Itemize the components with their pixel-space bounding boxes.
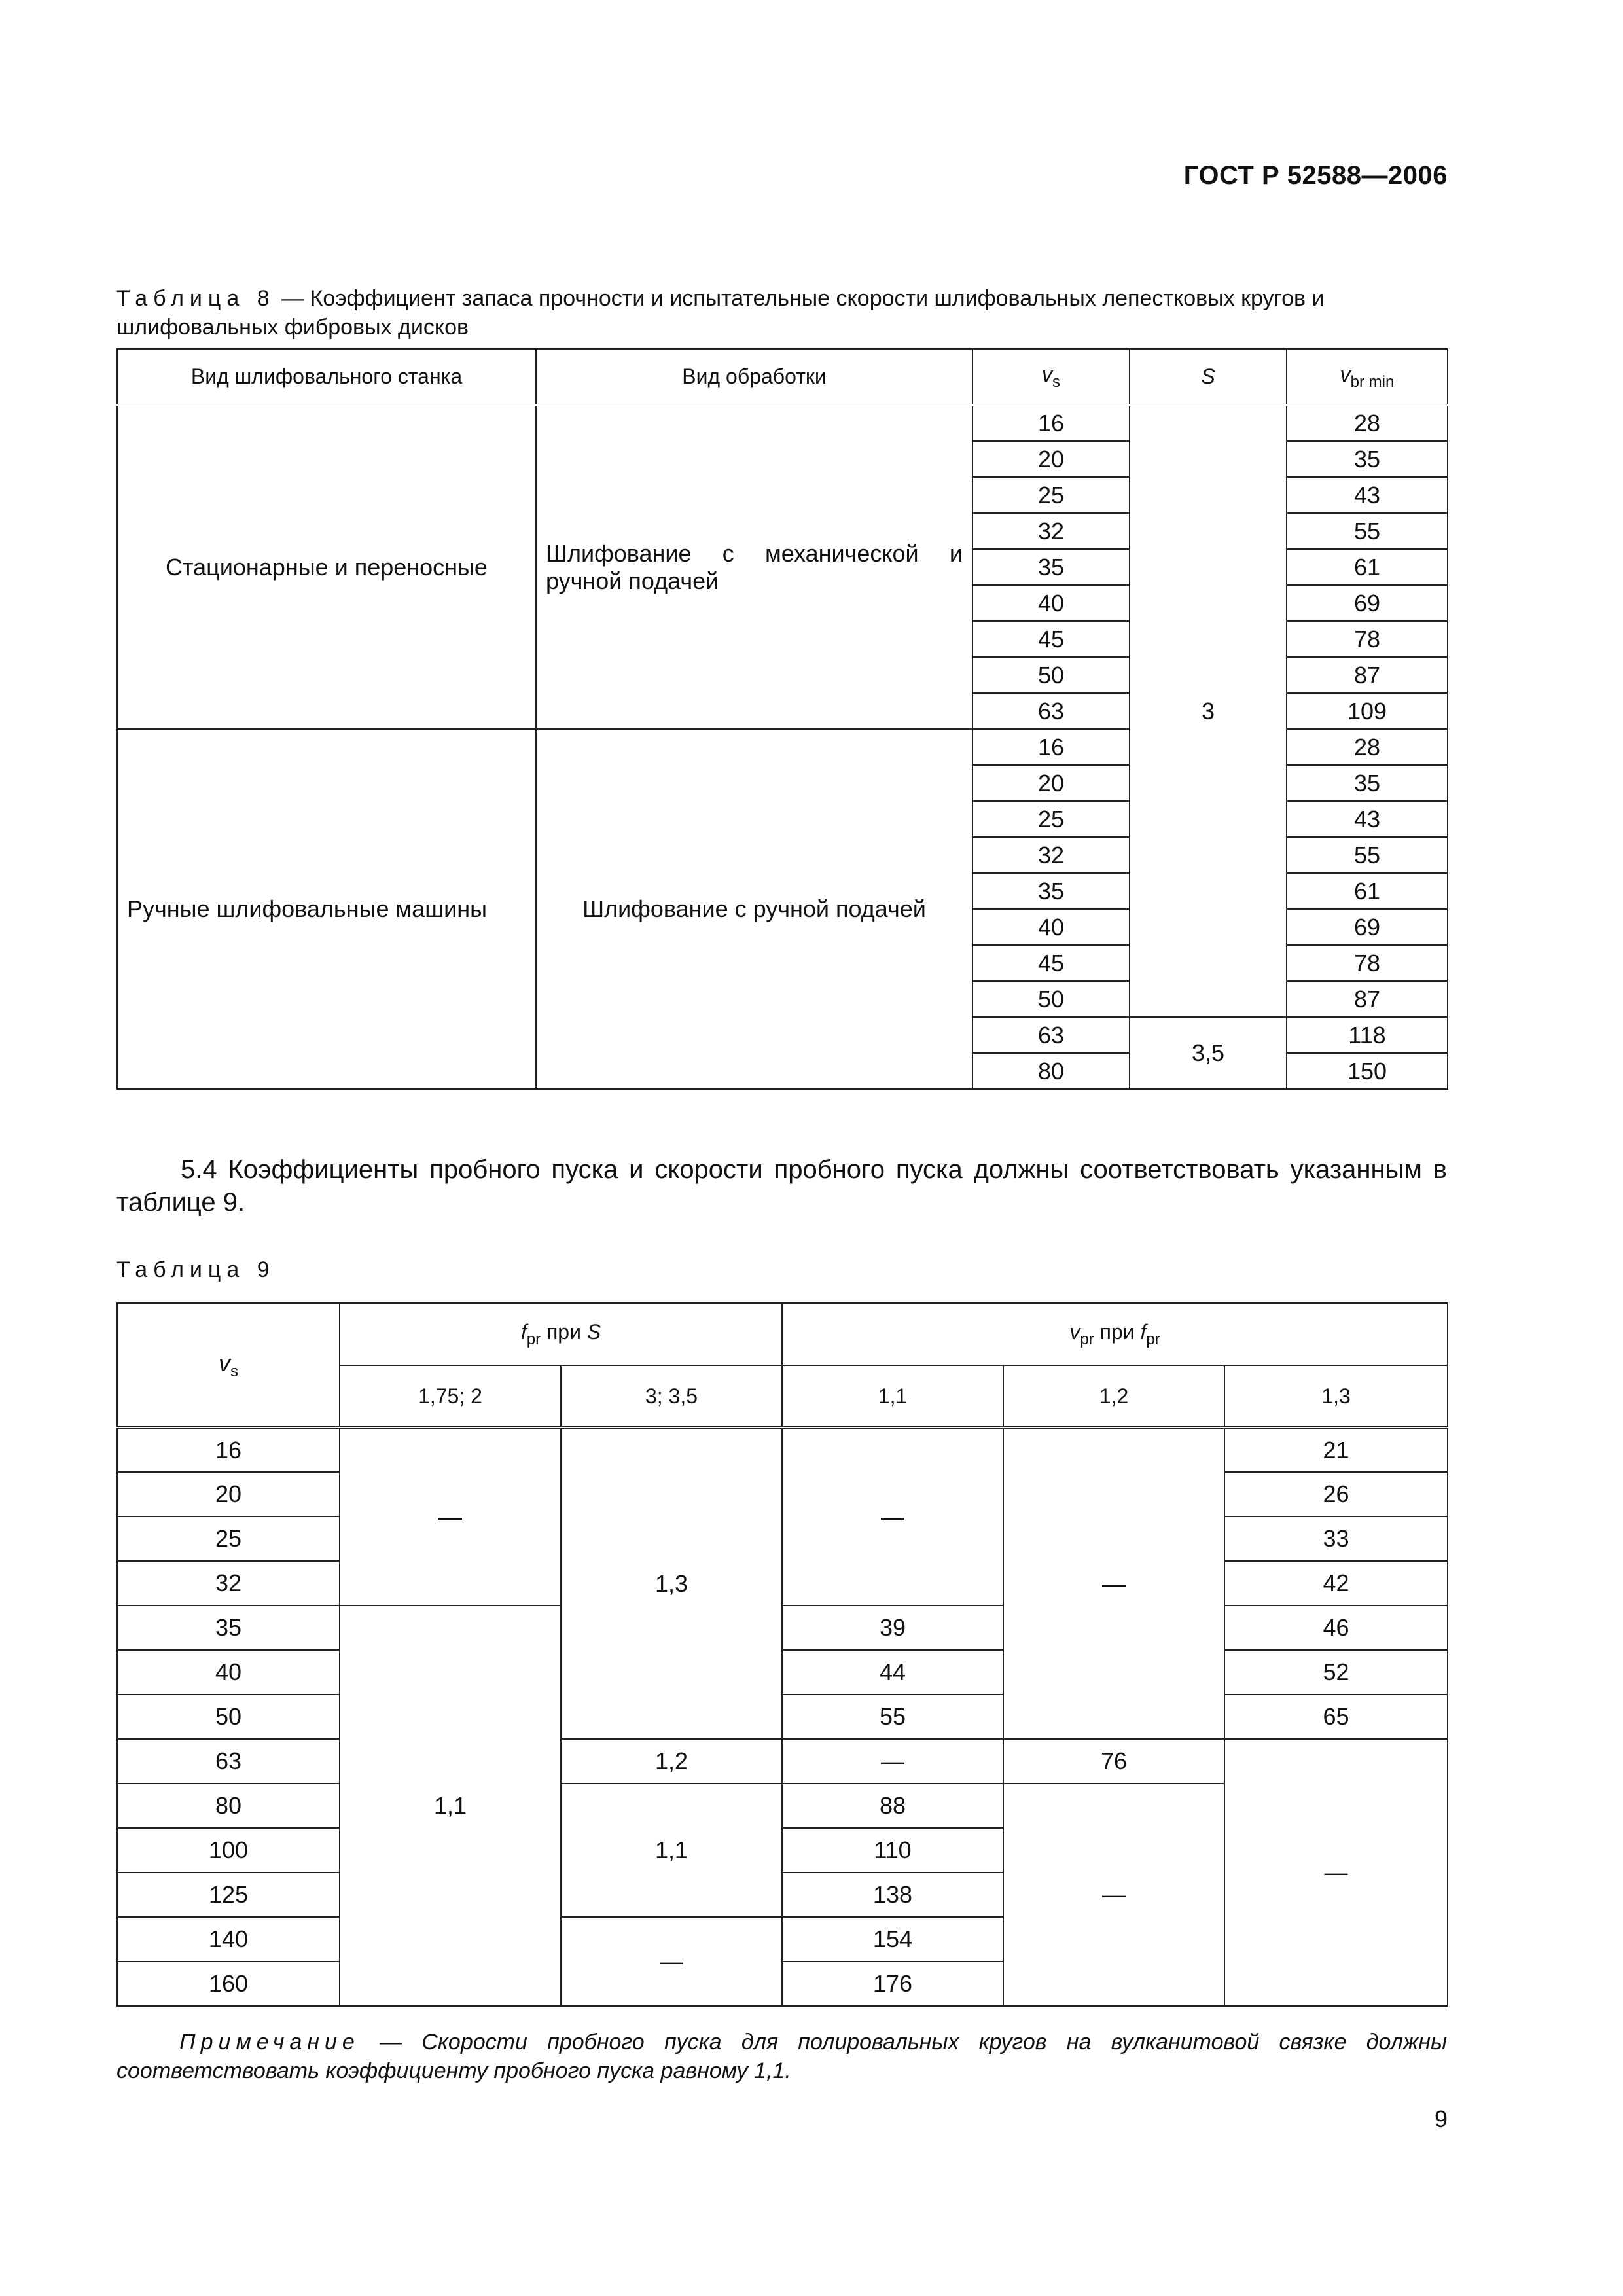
table8-cell: 28	[1287, 405, 1448, 441]
table9-v-cell: 110	[782, 1828, 1003, 1873]
table8-cell: 80	[972, 1053, 1130, 1089]
table9-v-cell: 42	[1224, 1561, 1448, 1605]
table9-dash-cell: —	[1003, 1427, 1224, 1739]
paragraph-text: Коэффициенты пробного пуска и скорости пробного пуска должны соответствовать указанным в таблице 9.	[116, 1155, 1447, 1217]
paragraph-number: 5.4	[181, 1155, 217, 1184]
table9-v-cell: 176	[782, 1962, 1003, 2006]
table9-vs-cell: 25	[117, 1516, 340, 1561]
table9-caption	[116, 1255, 1446, 1284]
table9-v-cell: —	[782, 1739, 1003, 1784]
table8-cell: 63	[972, 1017, 1130, 1053]
table8-processing-mech: Шлифование с механической и ручной подачей	[536, 405, 972, 729]
table9-vs-cell: 80	[117, 1784, 340, 1828]
table9-v-cell: 46	[1224, 1605, 1448, 1650]
table8-cell: 25	[972, 477, 1130, 513]
table9-dash-cell: —	[1003, 1784, 1224, 2006]
table8-cell: 16	[972, 729, 1130, 765]
table9-v-cell: 33	[1224, 1516, 1448, 1561]
table9-f-cell: 1,2	[561, 1739, 782, 1784]
table8-cell: 45	[972, 621, 1130, 657]
table9-v-cell: 76	[1003, 1739, 1224, 1784]
table9-v-cell: 44	[782, 1650, 1003, 1695]
table8-cell: 63	[972, 693, 1130, 729]
table9-vs-cell: 32	[117, 1561, 340, 1605]
table8-cell: 50	[972, 657, 1130, 693]
table9-vs-cell: 50	[117, 1695, 340, 1739]
table8-cell: 35	[1287, 441, 1448, 477]
table9-dash-cell: —	[561, 1917, 782, 2006]
table9-vs-cell: 40	[117, 1650, 340, 1695]
table8-cell: 87	[1287, 981, 1448, 1017]
table9-v-cell: 21	[1224, 1427, 1448, 1472]
table9-header-row-1	[117, 1303, 1448, 1365]
document-code: ГОСТ Р 52588—2006	[1183, 161, 1448, 190]
table9-v-cell: 65	[1224, 1695, 1448, 1739]
table9-vs-cell: 160	[117, 1962, 340, 2006]
table8-caption-label: Таблица 8	[116, 286, 276, 311]
table9-v-cell: 26	[1224, 1472, 1448, 1516]
table9-vs-cell: 140	[117, 1917, 340, 1962]
table8-header-row	[117, 349, 1448, 405]
table8-caption	[116, 284, 1446, 342]
table8-cell: 40	[972, 909, 1130, 945]
table8-header-vbr: $v_{br min}$	[1287, 349, 1448, 405]
table9-v-cell: 52	[1224, 1650, 1448, 1695]
table8-caption-text: — Коэффициент запаса прочности и испытательные скорости шлифовальных лепестковых кругов и шлифовальных фибровых дисков	[116, 286, 1325, 340]
table9-v-cell: 55	[782, 1695, 1003, 1739]
table8-cell: 61	[1287, 873, 1448, 909]
table8-cell: 69	[1287, 585, 1448, 621]
table8-cell: 16	[972, 405, 1130, 441]
table8	[116, 348, 1448, 1090]
table8-cell: 78	[1287, 945, 1448, 981]
table8-header-processing: Вид обработки	[536, 349, 972, 405]
table9-vs-cell: 16	[117, 1427, 340, 1472]
table9-vs-cell: 100	[117, 1828, 340, 1873]
table8-cell: 69	[1287, 909, 1448, 945]
table-row	[117, 1427, 1448, 1472]
table-row	[117, 1695, 1448, 1739]
table9-subheader: 1,1	[782, 1365, 1003, 1427]
table9-subheader: 1,75; 2	[340, 1365, 561, 1427]
table8-cell: 150	[1287, 1053, 1448, 1089]
table8-cell: 35	[972, 873, 1130, 909]
table-row	[117, 405, 1448, 441]
table8-cell: 32	[972, 513, 1130, 549]
table8-cell: 20	[972, 441, 1130, 477]
table9-dash-cell: —	[1224, 1739, 1448, 2006]
table8-header-S: S	[1130, 349, 1287, 405]
table9-f-cell: 1,1	[340, 1605, 561, 2006]
table8-S-35: 3,5	[1130, 1017, 1287, 1089]
table8-cell: 118	[1287, 1017, 1448, 1053]
table9-v-cell: 88	[782, 1784, 1003, 1828]
table8-header-vs: $v_s$	[972, 349, 1130, 405]
table9-vs-cell: 63	[117, 1739, 340, 1784]
table8-cell: 87	[1287, 657, 1448, 693]
paragraph-5-4	[116, 1153, 1447, 1219]
table8-cell: 25	[972, 801, 1130, 837]
table8-cell: 40	[972, 585, 1130, 621]
table8-cell: 55	[1287, 513, 1448, 549]
table8-cell: 45	[972, 945, 1130, 981]
table9-note	[116, 2028, 1447, 2085]
table8-S-3: 3	[1130, 405, 1287, 1017]
table9	[116, 1302, 1448, 2007]
table8-cell: 43	[1287, 477, 1448, 513]
table-row	[117, 1650, 1448, 1695]
table9-v-cell: 138	[782, 1873, 1003, 1917]
table8-cell: 109	[1287, 693, 1448, 729]
table9-vs-cell: 125	[117, 1873, 340, 1917]
table8-cell: 28	[1287, 729, 1448, 765]
table-row	[117, 1739, 1448, 1784]
table8-cell: 50	[972, 981, 1130, 1017]
table8-cell: 55	[1287, 837, 1448, 873]
table9-header-vpr: $v_{pr}$ при $f_{pr}$	[782, 1303, 1448, 1365]
table8-cell: 32	[972, 837, 1130, 873]
table8-cell: 61	[1287, 549, 1448, 585]
table9-v-cell: 154	[782, 1917, 1003, 1962]
table9-f-cell: 1,3	[561, 1427, 782, 1739]
table9-header-vs: $v_s$	[117, 1303, 340, 1427]
table9-vs-cell: 35	[117, 1605, 340, 1650]
table8-processing-manual: Шлифование с ручной подачей	[536, 729, 972, 1089]
table9-subheader: 1,3	[1224, 1365, 1448, 1427]
table9-subheader: 3; 3,5	[561, 1365, 782, 1427]
table8-cell: 35	[1287, 765, 1448, 801]
table9-v-cell: 39	[782, 1605, 1003, 1650]
table8-header-machine: Вид шлифовального станка	[117, 349, 536, 405]
table8-cell: 78	[1287, 621, 1448, 657]
table-row	[117, 1605, 1448, 1650]
table9-dash-cell: —	[340, 1427, 561, 1605]
table9-subheader: 1,2	[1003, 1365, 1224, 1427]
table9-caption-label: Таблица 9	[116, 1257, 276, 1282]
table9-f-cell: 1,1	[561, 1784, 782, 1917]
table8-machine-stationary: Стационарные и переносные	[117, 405, 536, 729]
table8-cell: 35	[972, 549, 1130, 585]
table8-cell: 43	[1287, 801, 1448, 837]
table8-cell: 20	[972, 765, 1130, 801]
note-label: Примечание	[179, 2030, 360, 2054]
table8-machine-manual: Ручные шлифовальные машины	[117, 729, 536, 1089]
page-number: 9	[1434, 2106, 1448, 2132]
note-text: — Скорости пробного пуска для полировальных кругов на вулканитовой связке должны соответствовать коэффициенту пробного пуска равному 1,1.	[116, 2030, 1447, 2083]
table9-header-fpr: $f_{pr}$ при S	[340, 1303, 782, 1365]
table9-dash-cell: —	[782, 1427, 1003, 1605]
table9-vs-cell: 20	[117, 1472, 340, 1516]
